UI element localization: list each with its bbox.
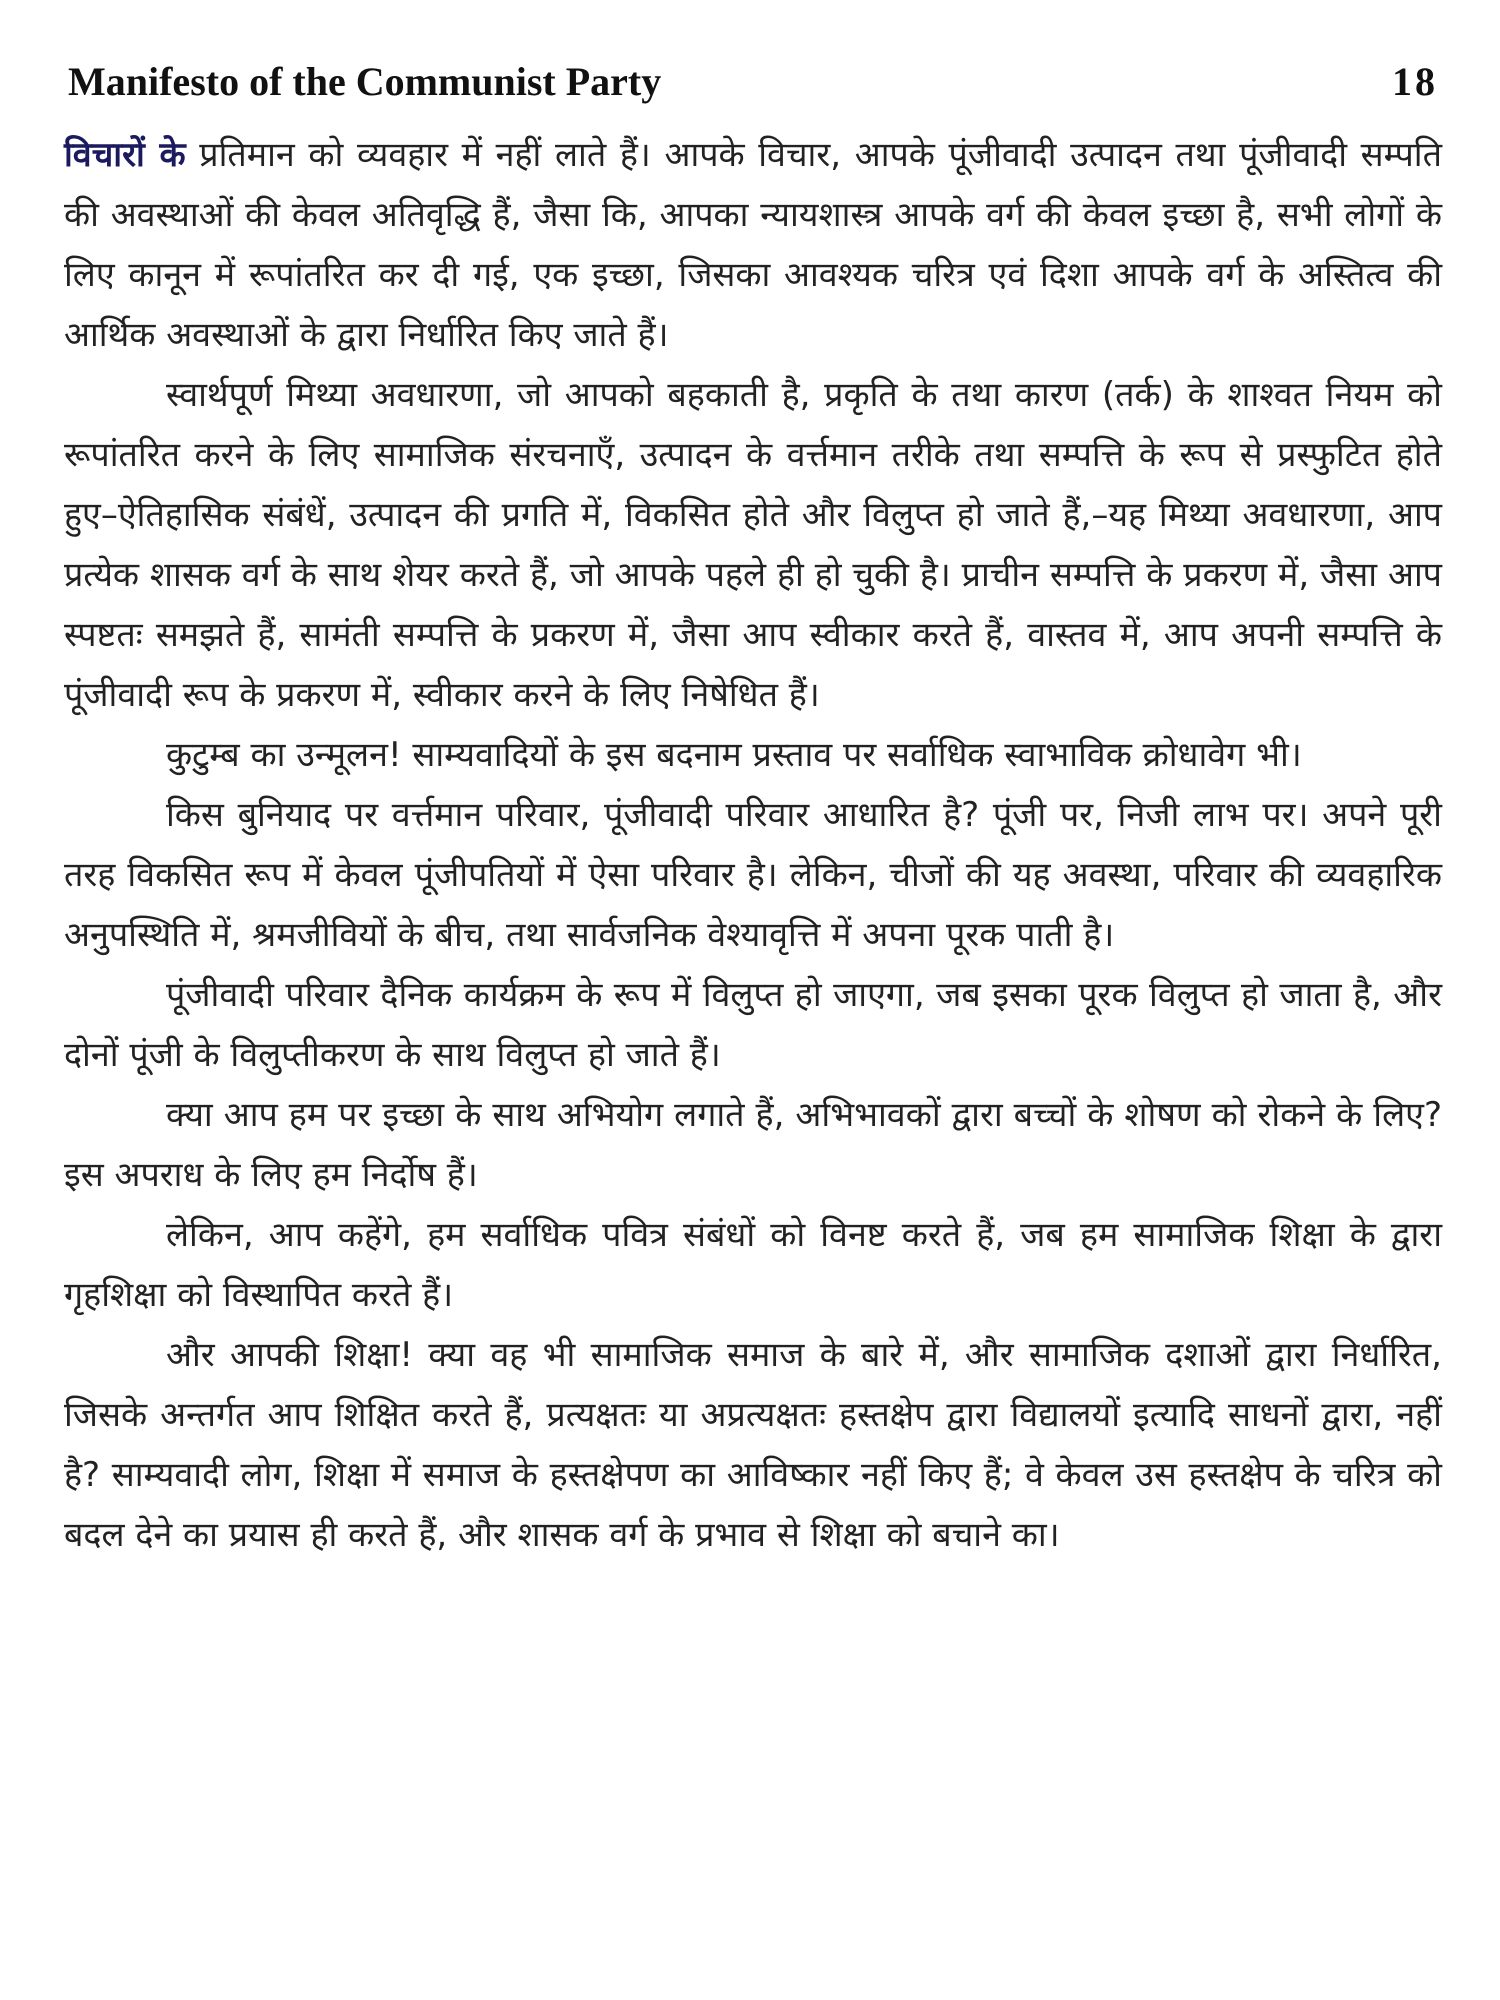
paragraph [64, 125, 1442, 365]
page-header [68, 52, 1438, 112]
paragraph: किस बुनियाद पर वर्त्तमान परिवार, पूंजीवादी परिवार आधारित है? पूंजी पर, निजी लाभ पर। अपने पूरी तरह विकसित रूप में केवल पूंजीपतियों में ऐसा परिवार है। लेकिन, चीजों की यह अवस्था, परिवार की व्यवहारिक अनुपस्थिति में, श्रमजीवियों के बीच, तथा सार्वजनिक वेश्यावृत्ति में अपना पूरक पाती है। [64, 795, 1442, 955]
paragraph: कुटुम्ब का उन्मूलन! साम्यवादियों के इस बदनाम प्रस्ताव पर सर्वाधिक स्वाभाविक क्रोधावेग भी। [166, 735, 1302, 775]
body-text [64, 125, 1442, 1565]
running-title: Manifesto of the Communist Party [68, 59, 662, 104]
paragraph: स्वार्थपूर्ण मिथ्या अवधारणा, जो आपको बहकाती है, प्रकृति के तथा कारण (तर्क) के शाश्वत नियम को रूपांतरित करने के लिए सामाजिक संरचनाएँ, उत्पादन के वर्त्तमान तरीके तथा सम्पत्ति के रूप से प्रस्फुटित होते हुए–ऐतिहासिक संबंधें, उत्पादन की प्रगति में, विकसित होते और विलुप्त हो जाते हैं,–यह मिथ्या अवधारणा, आप प्रत्येक शासक वर्ग के साथ शेयर करते हैं, जो आपके पहले ही हो चुकी है। प्राचीन सम्पत्ति के प्रकरण में, जैसा आप स्पष्टतः समझते हैं, सामंती सम्पत्ति के प्रकरण में, जैसा आप स्वीकार करते हैं, वास्तव में, आप अपनी सम्पत्ति के पूंजीवादी रूप के प्रकरण में, स्वीकार करने के लिए निषेधित हैं। [64, 375, 1442, 715]
paragraph: और आपकी शिक्षा! क्या वह भी सामाजिक समाज के बारे में, और सामाजिक दशाओं द्वारा निर्धारित, जिसके अन्तर्गत आप शिक्षित करते हैं, प्रत्यक्षतः या अप्रत्यक्षतः हस्तक्षेप द्वारा विद्यालयों इत्यादि साधनों द्वारा, नहीं है? साम्यवादी लोग, शिक्षा में समाज के हस्तक्षेपण का आविष्कार नहीं किए हैं; वे केवल उस हस्तक्षेप के चरित्र को बदल देने का प्रयास ही करते हैं, और शासक वर्ग के प्रभाव से शिक्षा को बचाने का। [64, 1335, 1442, 1555]
paragraph: क्या आप हम पर इच्छा के साथ अभियोग लगाते हैं, अभिभावकों द्वारा बच्चों के शोषण को रोकने के लिए? इस अपराध के लिए हम निर्दोष हैं। [64, 1095, 1442, 1195]
paragraph: पूंजीवादी परिवार दैनिक कार्यक्रम के रूप में विलुप्त हो जाएगा, जब इसका पूरक विलुप्त हो जाता है, और दोनों पूंजी के विलुप्तीकरण के साथ विलुप्त हो जाते हैं। [64, 975, 1442, 1075]
paragraph: लेकिन, आप कहेंगे, हम सर्वाधिक पवित्र संबंधों को विनष्ट करते हैं, जब हम सामाजिक शिक्षा के द्वारा गृहशिक्षा को विस्थापित करते हैं। [64, 1215, 1442, 1315]
paragraph-lead: विचारों के [64, 135, 186, 175]
page-number: 18 [1392, 59, 1438, 104]
paragraph-text: प्रतिमान को व्यवहार में नहीं लाते हैं। आपके विचार, आपके पूंजीवादी उत्पादन तथा पूंजीवादी सम्पति की अवस्थाओं की केवल अतिवृद्धि हैं, जैसा कि, आपका न्यायशास्त्र आपके वर्ग की केवल इच्छा है, सभी लोगों के लिए कानून में रूपांतरित कर दी गई, एक इच्छा, जिसका आवश्यक चरित्र एवं दिशा आपके वर्ग के अस्तित्व की आर्थिक अवस्थाओं के द्वारा निर्धारित किए जाते हैं। [64, 135, 1442, 355]
